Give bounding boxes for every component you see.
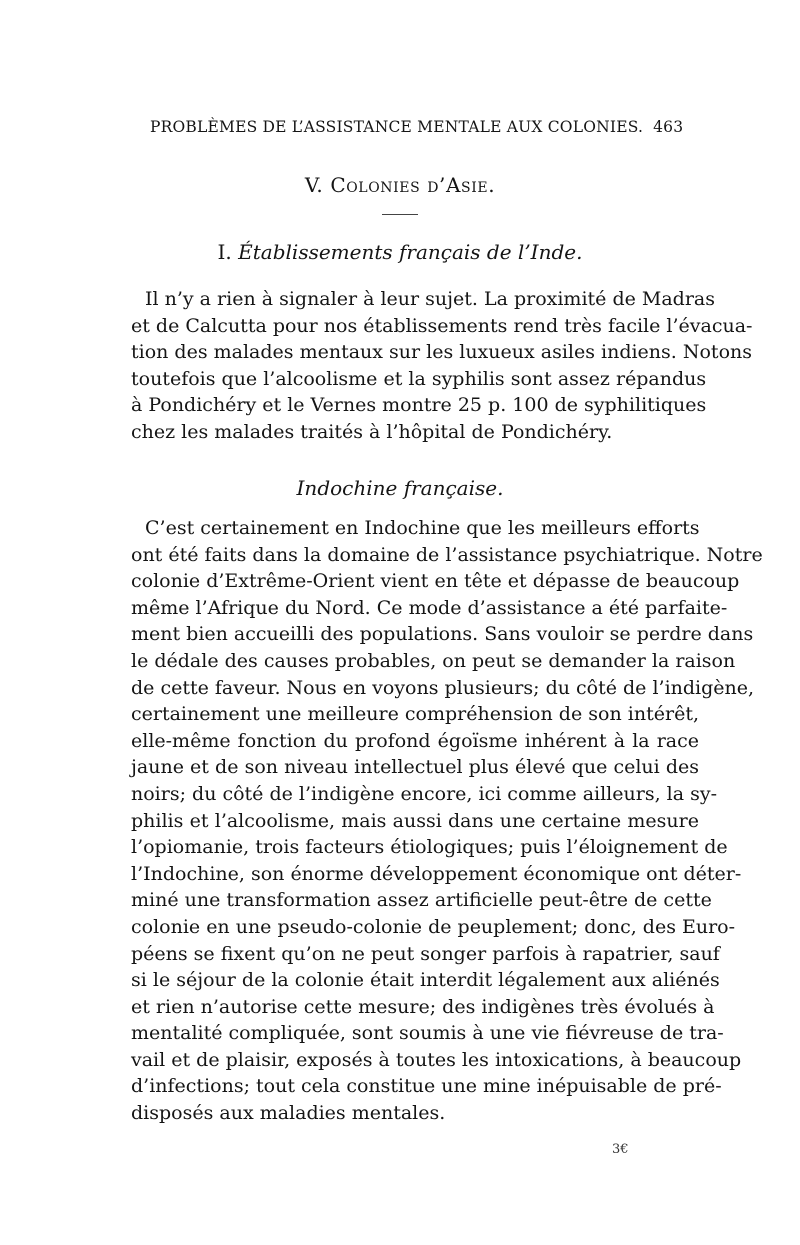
text-line: chez les malades traités à l’hôpital de Pondichéry.	[131, 420, 613, 443]
subsection-title-india: Établissements français de l’Inde.	[238, 240, 583, 264]
text-line: jaune et de son niveau intellectuel plus élevé que celui des	[131, 756, 699, 779]
paragraph-india	[131, 286, 753, 446]
text-line: mentalité compliquée, sont soumis à une vie fiévreuse de tra-	[131, 1022, 724, 1045]
subsection-heading-indochina	[0, 476, 800, 500]
text-line: philis et l’alcoolisme, mais aussi dans une certaine mesure	[131, 809, 699, 832]
paragraph-indochina	[131, 515, 763, 1127]
text-line: toutefois que l’alcoolisme et la syphilis sont assez répandus	[131, 367, 707, 390]
text-line: le dédale des causes probables, on peut se demander la raison	[131, 649, 736, 672]
text-line: miné une transformation assez artificielle peut-être de cette	[131, 889, 712, 912]
section-title: Colonies d’Asie.	[330, 173, 496, 197]
subsection-number: I.	[217, 240, 232, 264]
text-line: péens se fixent qu’on ne peut songer parfois à rapatrier, sauf	[131, 942, 720, 965]
text-line: de cette faveur. Nous en voyons plusieurs; du côté de l’indigène,	[131, 676, 755, 699]
text-line: à Pondichéry et le Vernes montre 25 p. 100 de syphilitiques	[131, 394, 707, 417]
text-line: vail et de plaisir, exposés à toutes les intoxications, à beaucoup	[131, 1048, 742, 1071]
text-line: colonie en une pseudo-colonie de peuplement; donc, des Euro-	[131, 915, 736, 938]
text-line: ment bien accueilli des populations. Sans vouloir se perdre dans	[131, 623, 754, 646]
running-head	[150, 118, 684, 136]
text-line: d’infections; tout cela constitue une mine inépuisable de pré-	[131, 1075, 722, 1098]
section-number: V.	[304, 173, 324, 197]
text-line: même l’Afrique du Nord. Ce mode d’assistance a été parfaite-	[131, 596, 728, 619]
text-line: si le séjour de la colonie était interdit légalement aux aliénés	[131, 969, 720, 992]
text-line: certainement une meilleure compréhension de son intérêt,	[131, 703, 699, 726]
running-head-title: PROBLÈMES DE L’ASSISTANCE MENTALE AUX COLONIES.	[150, 118, 644, 136]
page-number: 463	[653, 118, 684, 136]
text-line: elle-même fonction du profond égoïsme inhérent à la race	[131, 729, 699, 752]
text-line: Il n’y a rien à signaler à leur sujet. La proximité de Madras	[145, 288, 715, 310]
text-line: et de Calcutta pour nos établissements rend très facile l’évacua-	[131, 314, 753, 337]
subsection-heading-india	[0, 240, 800, 264]
subsection-title-indochina: Indochine française.	[296, 476, 504, 500]
section-heading	[0, 173, 800, 197]
text-line: noirs; du côté de l’indigène encore, ici comme ailleurs, la sy-	[131, 782, 718, 805]
text-line: disposés aux maladies mentales.	[131, 1102, 446, 1125]
text-line: C’est certainement en Indochine que les meilleurs efforts	[145, 517, 700, 539]
text-line: l’opiomanie, trois facteurs étiologiques; puis l’éloignement de	[131, 836, 728, 859]
heading-divider	[382, 214, 418, 215]
text-line: tion des malades mentaux sur les luxueux asiles indiens. Notons	[131, 341, 752, 364]
text-line: et rien n’autorise cette mesure; des indigènes très évolués à	[131, 995, 715, 1018]
text-line: ont été faits dans la domaine de l’assistance psychiatrique. Notre	[131, 543, 763, 566]
text-line: l’Indochine, son énorme développement économique ont déter-	[131, 862, 742, 885]
text-line: colonie d’Extrême-Orient vient en tête et dépasse de beaucoup	[131, 570, 740, 593]
printer-signature-mark: 3€	[612, 1142, 629, 1157]
